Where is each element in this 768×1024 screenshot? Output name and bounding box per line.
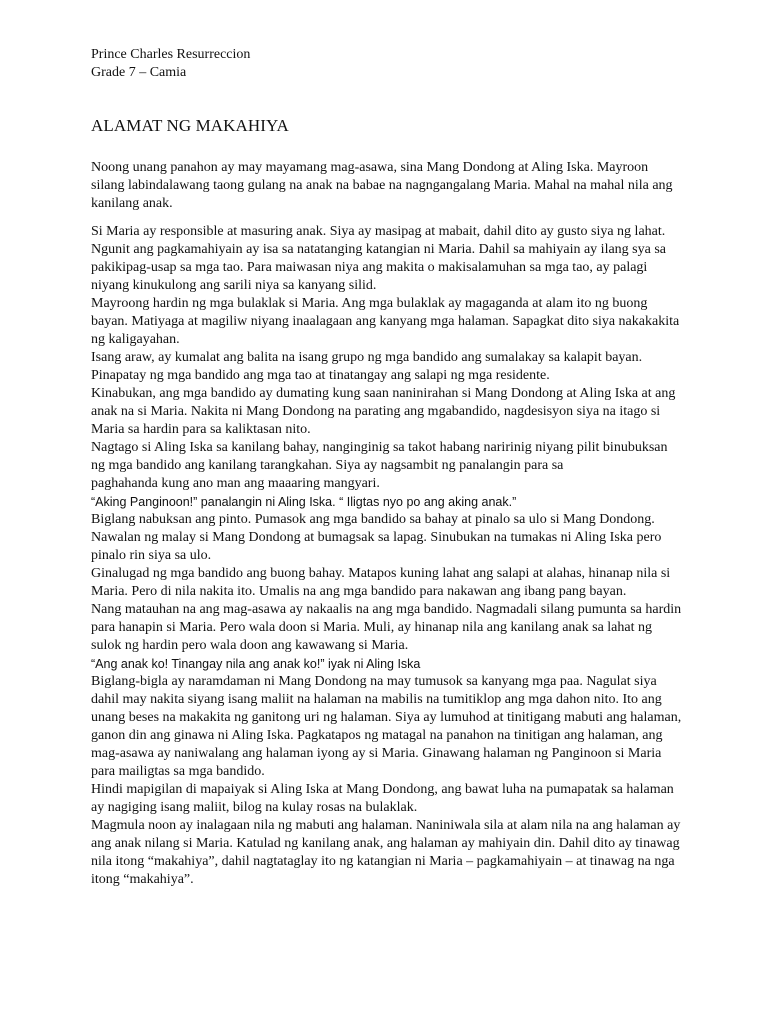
author-name: Prince Charles Resurreccion [91, 47, 251, 62]
text-line: Nagtago si Aling Iska sa kanilang bahay, nanginginig sa takot habang naririnig niyang pilit binubuksan [91, 440, 668, 455]
text-line: Ginalugad ng mga bandido ang buong bahay. Matapos kuning lahat ang salapi at alahas, hinanap nila si [91, 566, 671, 581]
document-title: ALAMAT NG MAKAHIYA [91, 116, 289, 135]
text-line: Magmula noon ay inalagaan nila ng mabuti ang halaman. Naniniwala sila at alam nila na ang halaman ay [91, 818, 681, 833]
text-line: silang labindalawang taong gulang na anak na babae na nagngangalang Maria. Mahal na mahal nila ang [91, 178, 673, 193]
text-line: Mayroong hardin ng mga bulaklak si Maria. Ang mga bulaklak ay magaganda at alam ito ng buong [91, 296, 648, 311]
paragraph-intro [91, 159, 711, 213]
text-line: sulok ng hardin pero wala doon ang kawawang si Maria. [91, 638, 409, 653]
text-line: Hindi mapigilan di mapaiyak si Aling Iska at Mang Dondong, ang bawat luha na pumapatak sa halaman [91, 782, 674, 797]
text-line: Kinabukan, ang mga bandido ay dumating kung saan naninirahan si Mang Dondong at Aling Iska at ang [91, 386, 676, 401]
text-line: niyang kinukulong ang sarili niya sa kanyang silid. [91, 278, 377, 293]
text-line: ay nagiging isang maliit, bilog na kulay rosas na bulaklak. [91, 800, 418, 815]
text-line: dahil may nakita siyang isang maliit na halaman na mabilis na tumitiklop ang mga dahon nito. Ito ang [91, 692, 662, 707]
grade-section: Grade 7 – Camia [91, 65, 187, 80]
text-line: Noong unang panahon ay may mayamang mag-asawa, sina Mang Dondong at Aling Iska. Mayroon [91, 160, 649, 175]
dialog-line: “Ang anak ko! Tinangay nila ang anak ko!” iyak ni Aling Iska [91, 657, 421, 671]
text-line: ang anak nilang si Maria. Katulad ng kanilang anak, ang halaman ay mahiyain din. Dahil dito ay tinawag [91, 836, 680, 851]
text-line: Ngunit ang pagkamahiyain ay isa sa natatanging katangian ni Maria. Dahil sa mahiyain ay ilang sya sa [91, 242, 666, 257]
text-line: bayan. Matiyaga at magiliw niyang inaalagaan ang kanyang mga halaman. Sapagkat dito siya nakakakita [91, 314, 680, 329]
text-line: mag-asawa ay naniwalang ang halaman iyong ay si Maria. Ginawang halaman ng Panginoon si Maria [91, 746, 662, 761]
text-line: nila itong “makahiya”, dahil nagtataglay ito ng katangian ni Maria – pagkamahiyain – at tinawag na nga [91, 854, 675, 869]
text-line: Isang araw, ay kumalat ang balita na isang grupo ng mga bandido ang sumalakay sa kalapit bayan. [91, 350, 643, 365]
document-header [91, 46, 250, 82]
text-line: unang beses na makakita ng ganitong uri ng halaman. Siya ay lumuhod at tinitigang mabuti ang halaman, [91, 710, 682, 725]
text-line: Biglang nabuksan ang pinto. Pumasok ang mga bandido sa bahay at pinalo sa ulo si Mang Dondong. [91, 512, 655, 527]
text-line: Nang matauhan na ang mag-asawa ay nakaalis na ang mga bandido. Nagmadali silang pumunta sa hardin [91, 602, 682, 617]
text-line: pakikipag-usap sa mga tao. Para maiwasan niya ang makita o makisalamuhan sa mga tao, ay palagi [91, 260, 648, 275]
paragraph-main [91, 223, 711, 889]
document-body [91, 159, 711, 889]
text-line: para mailigtas sa mga bandido. [91, 764, 265, 779]
text-line: Maria. Pero di nila nakita ito. Umalis na ang mga bandido para nakawan ang ibang pang bayan. [91, 584, 627, 599]
text-line: ganon din ang ginawa ni Aling Iska. Pagkatapos ng matagal na panahon na tinitigan ang halaman, ang [91, 728, 663, 743]
text-line: Si Maria ay responsible at masuring anak. Siya ay masipag at mabait, dahil dito ay gusto siya ng lahat. [91, 224, 666, 239]
text-line: para hanapin si Maria. Pero wala doon si Maria. Muli, ay hinanap nila ang kanilang anak sa lahat ng [91, 620, 652, 635]
text-line: itong “makahiya”. [91, 872, 194, 887]
dialog-line: “Aking Panginoon!” panalangin ni Aling Iska. “ Iligtas nyo po ang aking anak.” [91, 495, 517, 509]
text-line: kanilang anak. [91, 196, 173, 211]
text-line: Biglang-bigla ay naramdaman ni Mang Dondong na may tumusok sa kanyang mga paa. Nagulat siya [91, 674, 657, 689]
text-line: ng kaligayahan. [91, 332, 180, 347]
text-line: ng mga bandido ang kanilang tarangkahan. Siya ay nagsambit ng panalangin para sa [91, 458, 564, 473]
text-line: Pinapatay ng mga bandido ang mga tao at tinatangay ang salapi ng mga residente. [91, 368, 550, 383]
text-line: Nawalan ng malay si Mang Dondong at bumagsak sa lapag. Sinubukan na tumakas ni Aling Iska pero [91, 530, 662, 545]
text-line: Maria sa hardin para sa kaliktasan nito. [91, 422, 311, 437]
text-line: anak na si Maria. Nakita ni Mang Dondong na parating ang mgabandido, nagdesisyon siya na itago si [91, 404, 661, 419]
text-line: pinalo rin siya sa ulo. [91, 548, 212, 563]
text-line: paghahanda kung ano man ang maaaring mangyari. [91, 476, 380, 491]
